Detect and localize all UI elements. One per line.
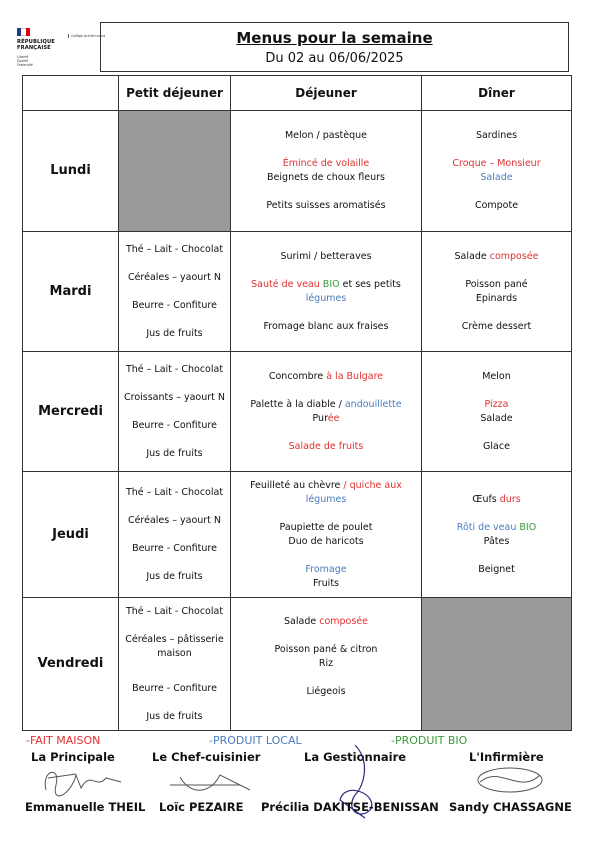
menu-item: Jus de fruits (146, 710, 203, 722)
mercredi-diner (422, 352, 572, 472)
menu-item: Fruits (312, 577, 339, 589)
menu-item: Croissants – yaourt N (123, 391, 226, 403)
menu-item: Jus de fruits (146, 327, 203, 339)
menu-item: Émincé de volaille (282, 158, 370, 169)
french-flag-icon (17, 28, 30, 36)
signatory-name: Loïc PEZAIRE (159, 800, 244, 814)
title-box (100, 22, 569, 72)
menu-item: Riz (318, 658, 334, 669)
mardi-diner (422, 232, 572, 352)
menu-item: Pâtes (483, 535, 510, 547)
mercredi-dejeuner (231, 352, 422, 472)
menu-item: Glace (483, 440, 510, 452)
day-mardi: Mardi (23, 232, 119, 352)
logo-motto: Liberté Égalité Fraternité (17, 55, 33, 67)
menu-item: Salade composée (284, 616, 368, 627)
table-row-jeudi (23, 472, 572, 598)
col-header-diner: Dîner (422, 76, 572, 111)
lundi-dejeuner (231, 111, 422, 232)
logo-line2: FRANÇAISE (17, 45, 51, 51)
signatory-role: L'Infirmière (469, 750, 544, 764)
menu-item: Compote (474, 200, 519, 211)
menu-item: Salade (480, 412, 513, 424)
menu-item: Céréales – pâtisserie maison (125, 633, 224, 659)
lundi-diner (422, 111, 572, 232)
menu-item: Surimi / betteraves (280, 250, 372, 262)
college-name: Collège Achille Isnard (68, 34, 109, 38)
signatory-name: Emmanuelle THEIL (25, 800, 146, 814)
menu-item: Beurre - Confiture (132, 682, 217, 694)
menu-item: Pizza (484, 398, 509, 410)
menu-item: Fromage blanc aux fraises (263, 320, 389, 332)
republique-francaise-logo (17, 28, 107, 68)
menu-item: Duo de haricots (288, 535, 364, 547)
table-row-vendredi (23, 598, 572, 731)
menu-item: Thé – Lait - Chocolat (125, 605, 224, 617)
menu-item: Poisson pané & citron (274, 644, 378, 655)
menu-item: Thé – Lait - Chocolat (125, 243, 224, 255)
jeudi-petit-dejeuner (119, 472, 231, 598)
menu-item: Croque – Monsieur (452, 158, 541, 169)
menu-item: Beignets de choux fleurs (267, 172, 385, 183)
menu-item: Poisson pané (465, 278, 528, 290)
menu-item: Crème dessert (461, 320, 532, 332)
menu-item: Beurre - Confiture (132, 299, 217, 311)
day-lundi: Lundi (23, 111, 119, 232)
table-row-mercredi (23, 352, 572, 472)
menu-item: Petits suisses aromatisés (266, 200, 386, 211)
menu-item: légumes (305, 493, 347, 505)
legend-produit-local: -PRODUIT LOCAL (209, 734, 302, 747)
day-vendredi: Vendredi (23, 598, 119, 731)
mercredi-petit-dejeuner (119, 352, 231, 472)
menu-item: Salade composée (454, 250, 539, 262)
legend-fait-maison: -FAIT MAISON (26, 734, 101, 747)
day-jeudi: Jeudi (23, 472, 119, 598)
menu-item: Epinards (475, 292, 518, 304)
table-header-row (23, 76, 572, 111)
menu-item: Fromage (305, 563, 347, 575)
menu-item: Paupiette de poulet (279, 521, 373, 533)
table-row-lundi (23, 111, 572, 232)
menu-item: Feuilleté au chèvre / quiche aux (250, 479, 402, 491)
menu-item: Melon (482, 370, 511, 382)
menu-item: Céréales – yaourt N (127, 514, 222, 526)
page-subtitle: Du 02 au 06/06/2025 (265, 51, 404, 66)
menu-item: Concombre à la Bulgare (268, 370, 384, 382)
signature-principale (36, 760, 126, 800)
page-title: Menus pour la semaine (236, 29, 433, 47)
corner-cell (23, 76, 119, 111)
vendredi-dejeuner (231, 598, 422, 731)
menu-item: Jus de fruits (146, 447, 203, 459)
menu-item: Beurre - Confiture (132, 542, 217, 554)
menu-item: Palette à la diable / andouillette (250, 398, 402, 410)
jeudi-diner (422, 472, 572, 598)
logo-line1: RÉPUBLIQUE (17, 39, 55, 45)
menu-item: Thé – Lait - Chocolat (125, 486, 224, 498)
menu-item: Sauté de veau BIO et ses petits (251, 278, 401, 290)
menu-item: légumes (305, 292, 347, 304)
menu-item: Salade de fruits (288, 440, 364, 452)
menu-item: Purée (312, 412, 340, 424)
menu-item: Thé – Lait - Chocolat (125, 363, 224, 375)
vendredi-diner-empty (422, 598, 572, 731)
signatory-role: La Gestionnaire (304, 750, 407, 764)
col-header-dejeuner: Déjeuner (231, 76, 422, 111)
menu-item: Jus de fruits (146, 570, 203, 582)
menu-item: Salade (480, 172, 513, 183)
lundi-petit-dejeuner-empty (119, 111, 231, 232)
mardi-petit-dejeuner (119, 232, 231, 352)
signatory-name: Précilia DAKITSE-BENISSAN (261, 800, 439, 814)
signature-infirmiere (470, 760, 550, 800)
col-header-petit-dejeuner: Petit déjeuner (119, 76, 231, 111)
menu-item: Sardines (475, 130, 518, 141)
vendredi-petit-dejeuner (119, 598, 231, 731)
day-mercredi: Mercredi (23, 352, 119, 472)
menu-item: Melon / pastèque (284, 130, 368, 141)
signatory-role: Le Chef-cuisinier (152, 750, 261, 764)
menu-item: Beurre - Confiture (132, 419, 217, 431)
signatory-name: Sandy CHASSAGNE (449, 800, 572, 814)
jeudi-dejeuner (231, 472, 422, 598)
signatory-role: La Principale (31, 750, 115, 764)
menu-item: Rôti de veau BIO (456, 521, 537, 533)
signature-chef (160, 765, 260, 805)
menu-item: Œufs durs (472, 493, 521, 505)
menu-item: Beignet (478, 563, 515, 575)
menu-table (22, 75, 572, 731)
legend-produit-bio: -PRODUIT BIO (391, 734, 468, 747)
mardi-dejeuner (231, 232, 422, 352)
table-row-mardi (23, 232, 572, 352)
menu-item: Céréales – yaourt N (127, 271, 222, 283)
menu-item: Liégeois (306, 686, 346, 697)
